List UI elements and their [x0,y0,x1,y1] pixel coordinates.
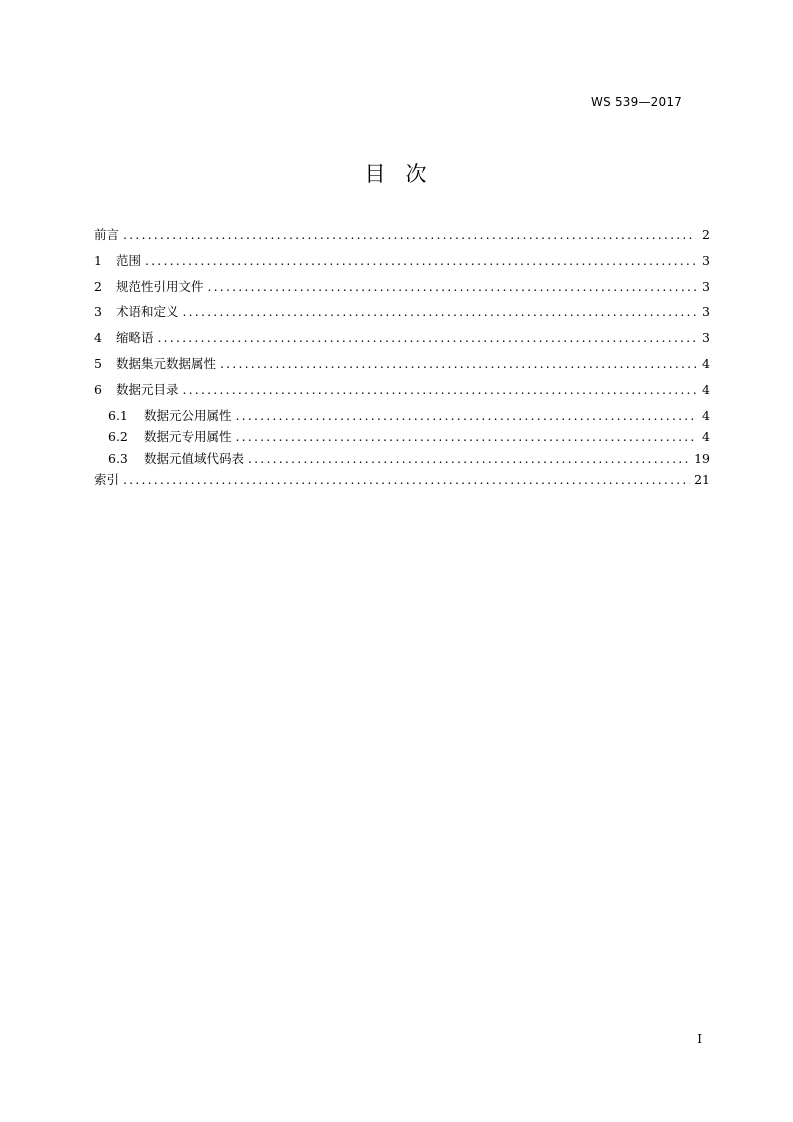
toc-entry-label: 范围 [116,252,142,268]
toc-entry-label: 术语和定义 [116,304,179,320]
toc-leader-dots [236,406,696,426]
toc-leader-dots [145,251,696,271]
toc-entry-number: 6 [94,381,102,397]
toc-title-part1: 目 [364,162,388,186]
toc-leader-dots [183,302,696,322]
toc-entry-page: 4 [702,355,710,371]
toc-entry-number: 6.3 [108,450,128,466]
toc-entry-page: 4 [702,429,710,445]
toc-entry-number: 6.1 [108,407,128,423]
toc-entry-6-3[interactable] [94,449,710,471]
toc-entry-5[interactable] [94,354,710,380]
toc-entry-page: 3 [702,304,710,320]
toc-entry-label: 数据元值域代码表 [144,450,245,466]
toc-entry-2[interactable] [94,277,710,303]
toc-entry-page: 4 [702,407,710,423]
toc-entry-6-1[interactable] [94,406,710,428]
page-number: I [697,1032,702,1046]
toc-entry-label: 数据元目录 [116,381,179,397]
toc-entry-label: 前言 [94,227,120,242]
toc-entry-number: 3 [94,304,102,320]
toc-entry-page: 3 [702,278,710,294]
toc-entry-label: 数据元专用属性 [144,429,232,445]
toc-leader-dots [208,277,696,297]
toc-entry-6[interactable] [94,380,710,406]
toc-entry-label: 缩略语 [116,330,154,346]
toc-entry-number: 6.2 [108,429,128,445]
toc-entry-page: 3 [702,252,710,268]
toc-entry-index[interactable] [94,470,710,496]
toc-entry-foreword[interactable] [94,225,710,251]
toc-entry-page: 19 [694,450,710,466]
toc-entry-number: 1 [94,252,102,268]
toc-leader-dots [248,449,690,469]
toc-leader-dots [236,427,696,447]
toc-entry-page: 3 [702,330,710,346]
toc-leader-dots [123,225,696,245]
toc-entry-number: 5 [94,355,102,371]
toc-leader-dots [123,470,690,490]
toc-entry-label: 规范性引用文件 [116,278,204,294]
toc-leader-dots [220,354,696,374]
toc-entry-page: 21 [694,472,710,488]
toc-entry-label: 数据集元数据属性 [116,355,217,371]
toc-entry-page: 4 [702,381,710,397]
toc-entry-number: 4 [94,330,102,346]
toc-entry-page: 2 [702,227,710,242]
table-of-contents [94,225,710,496]
toc-entry-1[interactable] [94,251,710,277]
toc-entry-4[interactable] [94,328,710,354]
standard-number: WS 539—2017 [591,95,682,109]
toc-entry-label: 索引 [94,472,120,488]
toc-entry-number: 2 [94,278,102,294]
toc-entry-label: 数据元公用属性 [144,407,232,423]
toc-leader-dots [183,380,696,400]
toc-title-part2: 次 [405,162,429,186]
toc-title [0,158,793,188]
toc-entry-3[interactable] [94,302,710,328]
toc-leader-dots [158,328,696,348]
toc-entry-6-2[interactable] [94,427,710,449]
